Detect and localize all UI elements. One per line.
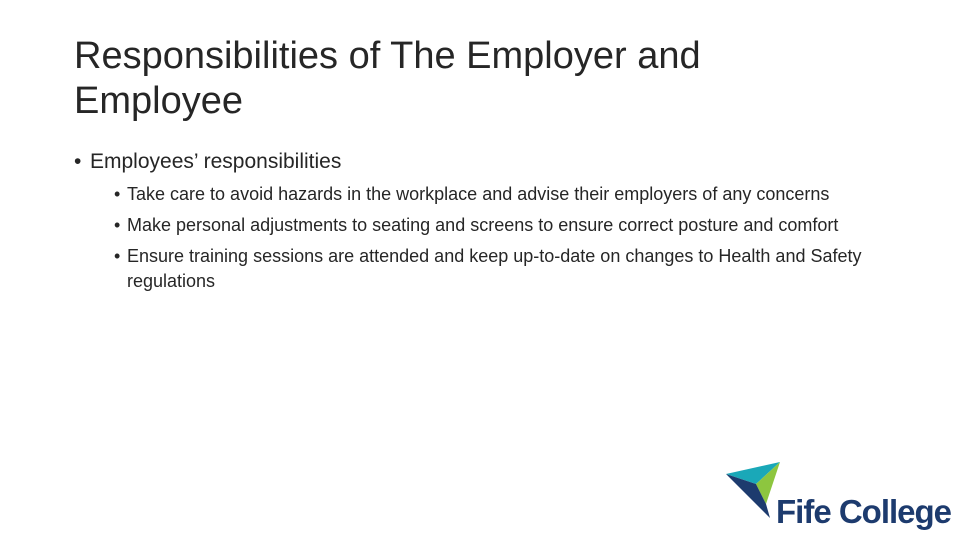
- main-bullet: [74, 146, 904, 178]
- bullet-glyph: •: [74, 150, 82, 173]
- sub-bullet-2: [114, 213, 904, 238]
- sub-bullet-text: Ensure training sessions are attended and keep up-to-date on changes to Health and Safety regulations: [127, 246, 862, 291]
- bullet-glyph: •: [114, 184, 121, 204]
- sub-bullet-list: [114, 182, 904, 294]
- logo-text: Fife College: [776, 493, 952, 530]
- bullet-glyph: •: [114, 215, 121, 235]
- sub-bullet-text: Take care to avoid hazards in the workplace and advise their employers of any concerns: [127, 184, 830, 204]
- main-bullet-text: Employees’ responsibilities: [90, 150, 342, 173]
- fife-college-logo: [726, 462, 956, 532]
- sub-bullet-3: [114, 244, 904, 294]
- sub-bullet-1: [114, 182, 904, 207]
- slide-body: [74, 146, 904, 300]
- slide-title: Responsibilities of The Employer and Employee: [74, 35, 701, 122]
- sub-bullet-text: Make personal adjustments to seating and screens to ensure correct posture and comfort: [127, 215, 839, 235]
- bullet-glyph: •: [114, 246, 121, 266]
